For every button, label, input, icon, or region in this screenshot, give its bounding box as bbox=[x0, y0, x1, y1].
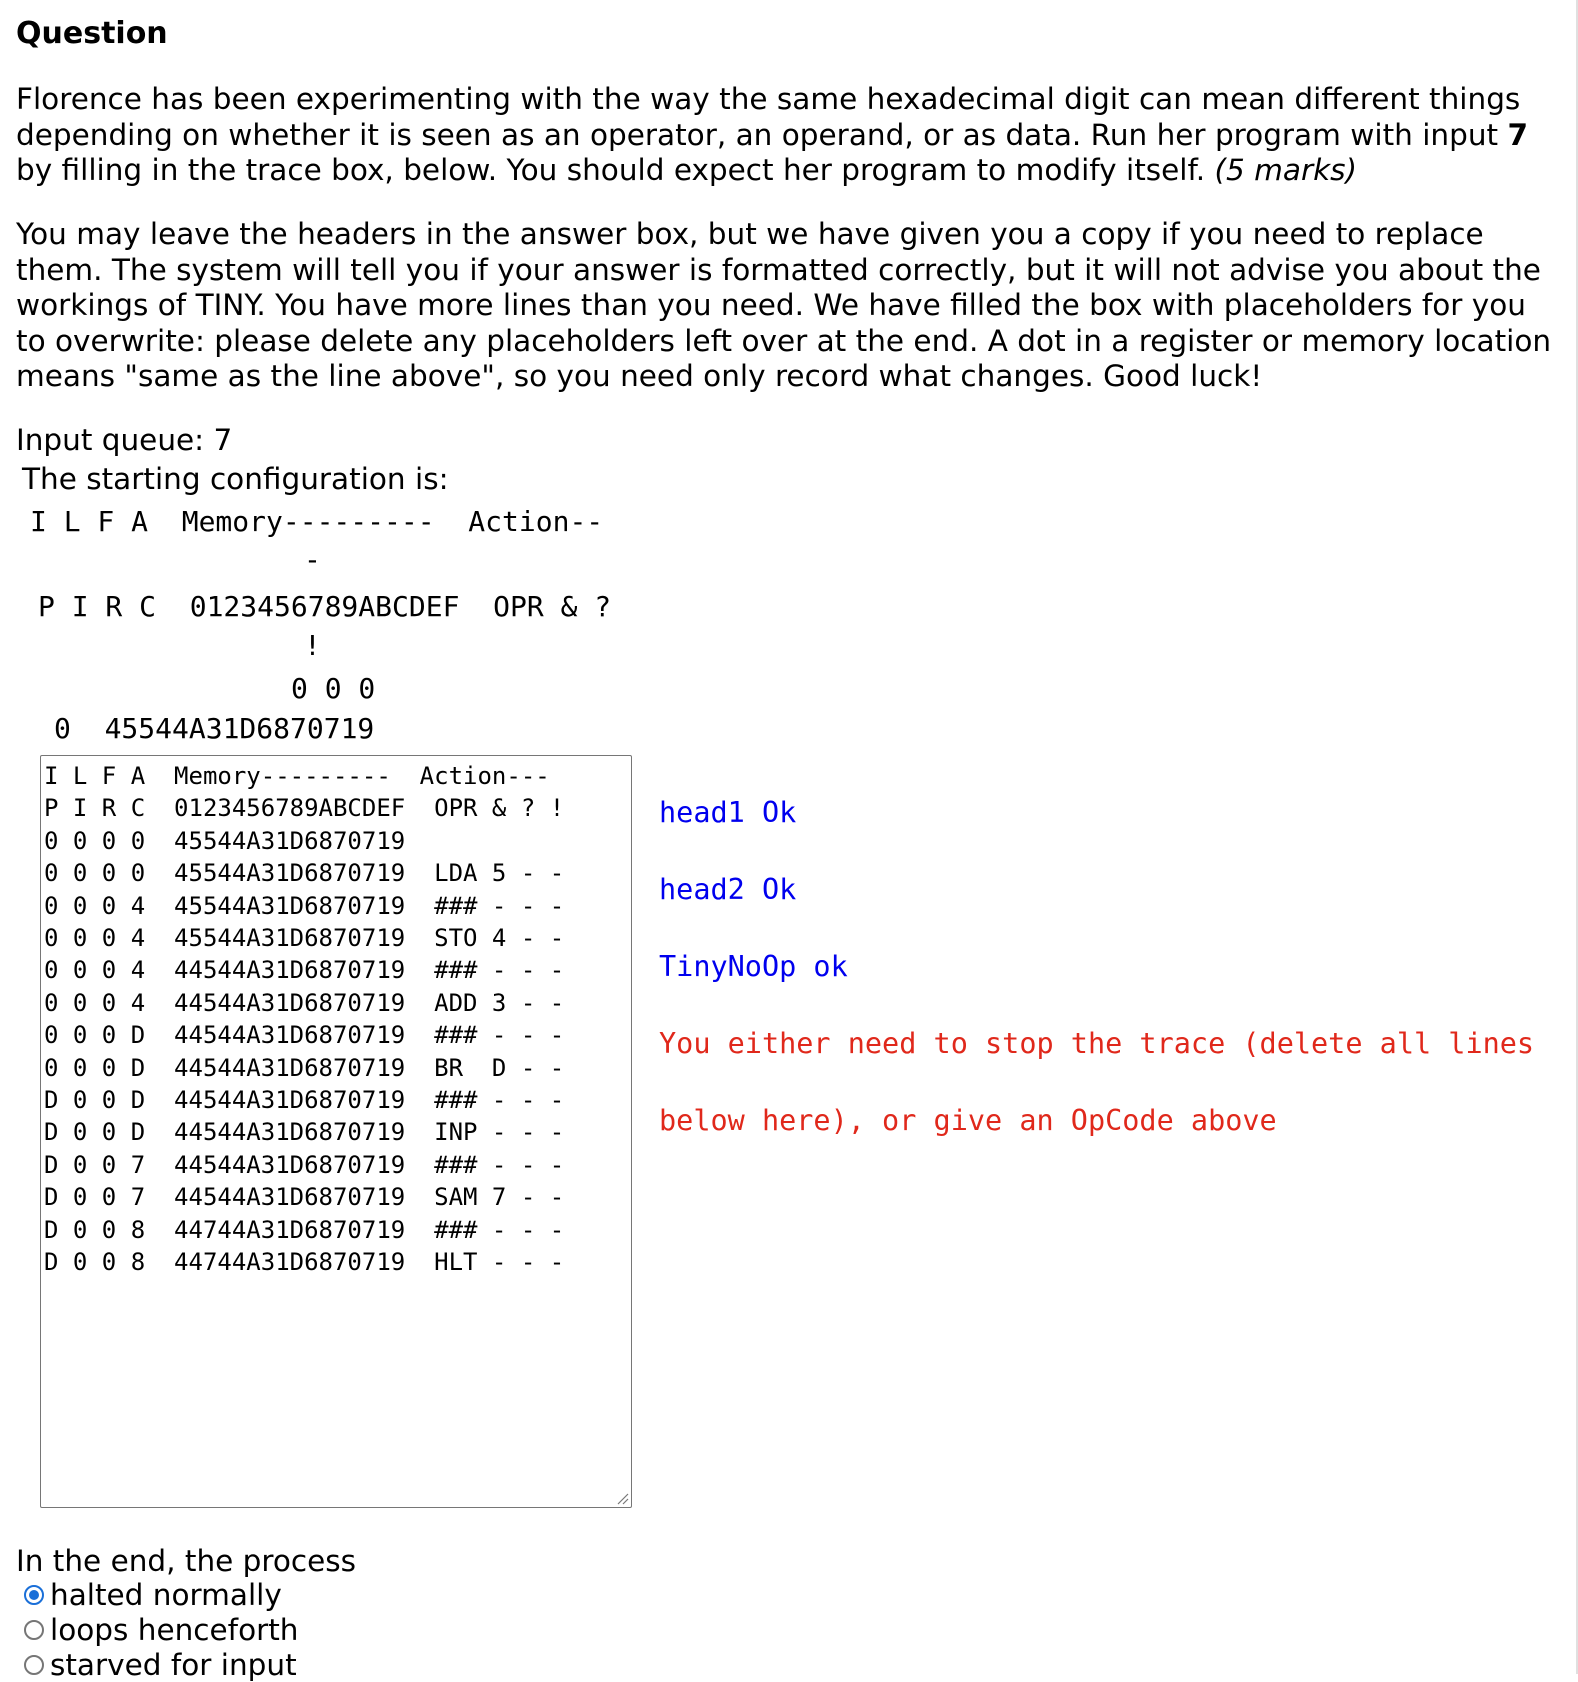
radio-button[interactable] bbox=[24, 1620, 44, 1640]
question-paragraph-1 bbox=[16, 82, 1556, 189]
trace-line: P I R C 0123456789ABCDEF OPR & ? ! bbox=[44, 794, 565, 823]
message-head1-ok: head1 Ok bbox=[659, 795, 797, 829]
trace-line: 0 0 0 4 45544A31D6870719 ### - - - bbox=[44, 891, 565, 920]
trace-line: 0 0 0 4 45544A31D6870719 STO 4 - - bbox=[44, 924, 565, 953]
trace-line: I L F A Memory--------- Action--- bbox=[44, 762, 550, 790]
trace-line: 0 0 0 0 45544A31D6870719 bbox=[44, 826, 406, 855]
start-config-header-row-2: P I R C 0123456789ABCDEF OPR & ? bbox=[38, 590, 612, 623]
start-config-header-row-2-wrap: ! bbox=[304, 629, 321, 662]
message-error-line-1: You either need to stop the trace (delete all lines bbox=[659, 1026, 1535, 1060]
message-head2-ok: head2 Ok bbox=[659, 872, 797, 906]
trace-line: 0 0 0 4 44544A31D6870719 ### - - - bbox=[44, 956, 565, 985]
trace-line: 0 0 0 D 44544A31D6870719 BR D - - bbox=[44, 1053, 565, 1082]
message-tinynoop-ok: TinyNoOp ok bbox=[659, 949, 848, 983]
trace-line: 0 0 0 0 45544A31D6870719 LDA 5 - - bbox=[44, 859, 565, 888]
radio-starved-for-input[interactable] bbox=[24, 1648, 297, 1682]
question-marks: (5 marks) bbox=[1214, 153, 1358, 187]
end-process-label: In the end, the process bbox=[16, 1544, 357, 1578]
start-config-header-row-1: I L F A Memory--------- Action-- bbox=[30, 505, 604, 538]
start-config-label: The starting configuration is: bbox=[22, 462, 449, 496]
trace-line: D 0 0 8 44744A31D6870719 ### - - - bbox=[44, 1215, 565, 1244]
start-config-registers: 0 0 0 bbox=[291, 672, 376, 705]
radio-label: halted normally bbox=[50, 1578, 282, 1612]
trace-line: D 0 0 8 44744A31D6870719 HLT - - - bbox=[44, 1248, 565, 1277]
message-error-line-2: below here), or give an OpCode above bbox=[659, 1103, 1277, 1137]
question-paragraph-2: You may leave the headers in the answer box, but we have given you a copy if you need to replace them. The system will tell you if your answer is formatted correctly, but it will not advise you about the workings of TINY. You have more lines than you need. We have filled the box with placeholders for you to overwrite: please delete any placeholders left over at the end. A dot in a register or memory location means "same as the line above", so you need only record what changes. Good luck! bbox=[16, 217, 1552, 393]
trace-lines bbox=[44, 760, 631, 1279]
validation-messages bbox=[659, 755, 1534, 1179]
start-config-memory: 0 45544A31D6870719 bbox=[54, 712, 375, 745]
trace-line: D 0 0 7 44544A31D6870719 ### - - - bbox=[44, 1150, 565, 1179]
radio-button[interactable] bbox=[24, 1585, 44, 1605]
question-p1-text2: by filling in the trace box, below. You should expect her program to modify itself. bbox=[16, 153, 1215, 187]
start-config-header-row-1-wrap: - bbox=[304, 543, 321, 576]
trace-textarea[interactable] bbox=[40, 755, 632, 1508]
question-p1-text: Florence has been experimenting with the way the same hexadecimal digit can mean different things depending on whether it is seen as an operator, an operand, or as data. Run her program with input bbox=[16, 82, 1521, 152]
resize-grip-icon[interactable] bbox=[615, 1491, 629, 1505]
trace-line: D 0 0 7 44544A31D6870719 SAM 7 - - bbox=[44, 1183, 565, 1212]
trace-line: D 0 0 D 44544A31D6870719 INP - - - bbox=[44, 1118, 565, 1147]
trace-line: D 0 0 D 44544A31D6870719 ### - - - bbox=[44, 1086, 565, 1115]
radio-loops-henceforth[interactable] bbox=[24, 1613, 299, 1647]
input-queue: Input queue: 7 bbox=[16, 423, 233, 457]
trace-line: 0 0 0 D 44544A31D6870719 ### - - - bbox=[44, 1021, 565, 1050]
trace-line: 0 0 0 4 44544A31D6870719 ADD 3 - - bbox=[44, 988, 565, 1017]
question-p1-input-value: 7 bbox=[1507, 117, 1528, 152]
radio-button[interactable] bbox=[24, 1655, 44, 1675]
radio-label: loops henceforth bbox=[50, 1613, 299, 1647]
question-heading: Question bbox=[16, 16, 168, 51]
radio-halted-normally[interactable] bbox=[24, 1578, 282, 1612]
radio-label: starved for input bbox=[50, 1648, 297, 1682]
